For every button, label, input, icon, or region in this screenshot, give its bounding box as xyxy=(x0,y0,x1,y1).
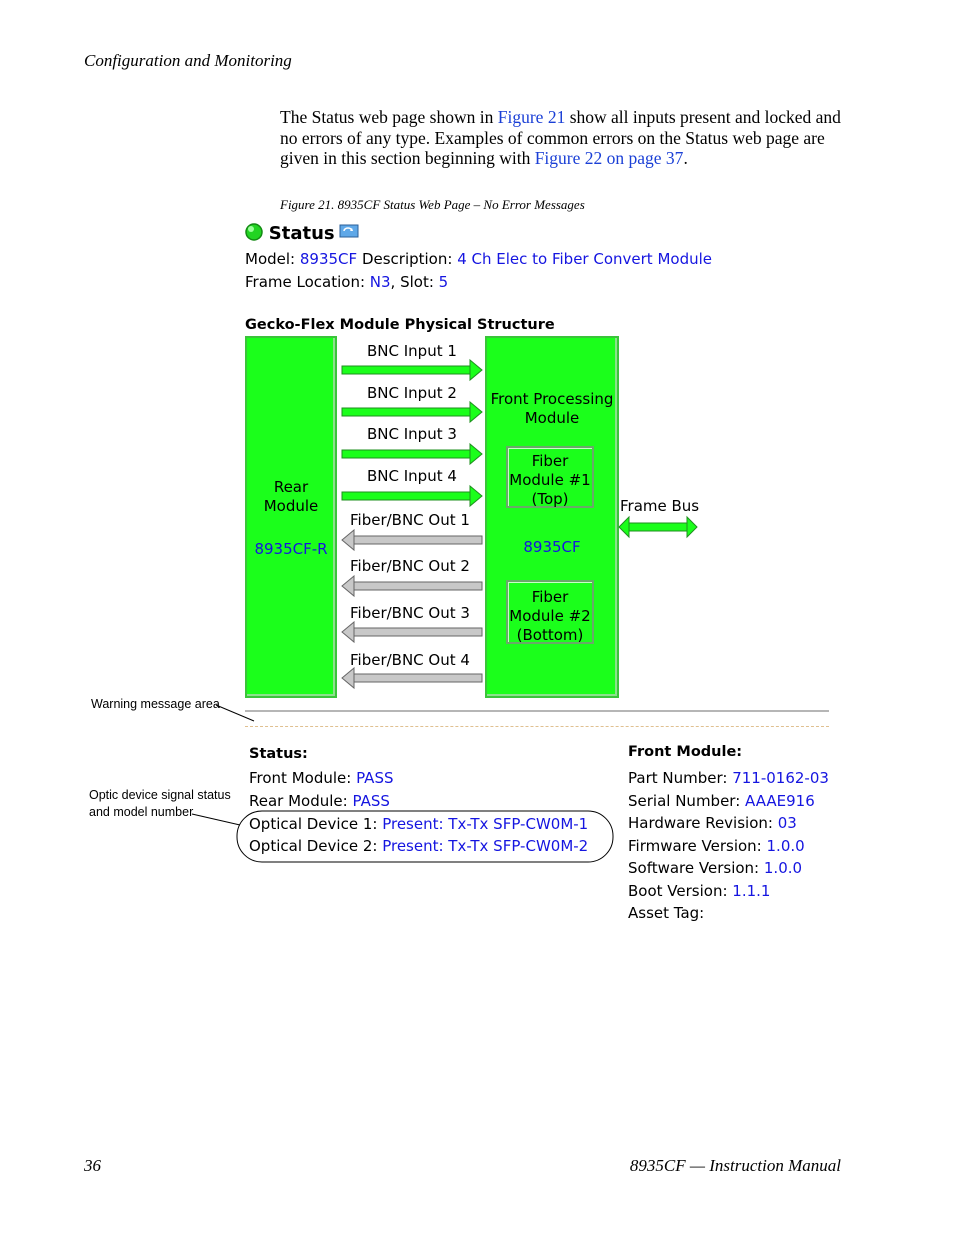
fiber-module-2-box[interactable]: Fiber Module #2 (Bottom) xyxy=(506,580,594,644)
rear-module-model: 8935CF-R xyxy=(254,540,328,558)
frame-bus-arrow xyxy=(618,514,698,540)
optical-device-1-value: Present: Tx-Tx SFP-CW0M-1 xyxy=(382,815,589,833)
rear-module-box[interactable] xyxy=(245,336,337,698)
input-label-1: BNC Input 1 xyxy=(367,342,457,360)
front-module-status-row xyxy=(249,769,393,787)
intro-paragraph xyxy=(280,107,850,169)
optic-annotation-line1: Optic device signal status xyxy=(89,788,231,802)
part-number-label: Part Number: xyxy=(628,769,728,787)
input-arrow-3 xyxy=(342,444,482,464)
figure-caption: Figure 21. 8935CF Status Web Page – No Error Messages xyxy=(280,197,585,212)
model-value: 8935CF xyxy=(299,250,358,268)
running-header: Configuration and Monitoring xyxy=(84,51,292,70)
output-arrow-3 xyxy=(342,622,482,642)
status-title: Status xyxy=(268,223,335,244)
asset-tag-label: Asset Tag: xyxy=(628,904,705,922)
front-module-status-label: Front Module: xyxy=(249,769,352,787)
part-number-value: 711-0162-03 xyxy=(732,769,829,787)
warning-annotation: Warning message area xyxy=(91,697,220,711)
frame-bus-label: Frame Bus xyxy=(620,497,700,515)
optic-callout-ellipse xyxy=(234,808,618,866)
output-label-3: Fiber/BNC Out 3 xyxy=(350,604,470,622)
input-label-2: BNC Input 2 xyxy=(367,384,457,402)
warning-divider-bottom xyxy=(245,726,829,727)
boot-version-value: 1.1.1 xyxy=(732,881,771,900)
serial-number-row xyxy=(628,790,829,813)
optical-device-1-label: Optical Device 1: xyxy=(249,815,378,833)
front-module-status-value: PASS xyxy=(356,769,394,787)
front-module-label: Front Processing Module xyxy=(490,390,614,427)
slot-value[interactable]: 5 xyxy=(438,273,449,291)
input-label-4: BNC Input 4 xyxy=(367,467,457,485)
output-label-2: Fiber/BNC Out 2 xyxy=(350,557,470,575)
input-arrow-2 xyxy=(342,402,482,422)
warning-leader-line xyxy=(214,702,259,724)
serial-number-label: Serial Number: xyxy=(628,791,741,810)
optical-device-2-label: Optical Device 2: xyxy=(249,837,378,855)
hardware-revision-value: 03 xyxy=(777,814,797,832)
description-value: 4 Ch Elec to Fiber Convert Module xyxy=(457,250,712,268)
firmware-version-row xyxy=(628,835,829,858)
page-number: 36 xyxy=(84,1156,101,1175)
front-module-box[interactable] xyxy=(485,336,619,698)
front-module-info-list xyxy=(628,767,829,925)
manual-title: 8935CF — Instruction Manual xyxy=(629,1156,841,1175)
front-module-model: 8935CF xyxy=(523,538,581,556)
rear-module-status-label: Rear Module: xyxy=(249,792,348,810)
refresh-icon[interactable] xyxy=(339,224,359,238)
status-light-icon xyxy=(244,222,264,242)
asset-tag-row xyxy=(628,902,829,925)
output-arrow-1 xyxy=(342,530,482,550)
frame-location-value[interactable]: N3 xyxy=(369,273,391,291)
figure-21-link[interactable]: Figure 21 xyxy=(497,107,566,127)
status-title-row xyxy=(244,222,359,244)
software-version-label: Software Version: xyxy=(628,859,760,877)
firmware-version-label: Firmware Version: xyxy=(628,836,762,855)
intro-text-1: The Status web page shown in xyxy=(280,107,498,127)
intro-text-3: . xyxy=(683,148,688,168)
intro-text-2: show all inputs present and locked and no errors of any type. Examples of common errors on the Status web page are given in this section beginning with xyxy=(280,107,841,168)
hardware-revision-row xyxy=(628,812,829,835)
structure-heading: Gecko-Flex Module Physical Structure xyxy=(245,317,555,333)
input-arrow-4 xyxy=(342,486,482,506)
part-number-row xyxy=(628,767,829,790)
input-arrow-1 xyxy=(342,360,482,380)
serial-number-value: AAAE916 xyxy=(745,791,815,810)
firmware-version-value: 1.0.0 xyxy=(766,836,805,855)
software-version-row xyxy=(628,857,829,880)
description-label: Description: xyxy=(361,250,453,268)
boot-version-label: Boot Version: xyxy=(628,881,728,900)
boot-version-row xyxy=(628,880,829,903)
frame-location-label: Frame Location: xyxy=(245,273,365,291)
output-arrow-4 xyxy=(342,668,482,688)
slot-label: , Slot: xyxy=(390,273,434,291)
fiber-module-1-box[interactable]: Fiber Module #1 (Top) xyxy=(506,446,594,508)
output-arrow-2 xyxy=(342,576,482,596)
optic-annotation-line2: and model number xyxy=(89,805,194,819)
model-label: Model: xyxy=(245,250,296,268)
status-heading: Status: xyxy=(249,746,308,762)
rear-module-status-value: PASS xyxy=(352,792,390,810)
rear-module-label: Rear Module xyxy=(263,478,319,515)
frame-location-row xyxy=(245,273,448,291)
input-label-3: BNC Input 3 xyxy=(367,425,457,443)
output-label-1: Fiber/BNC Out 1 xyxy=(350,511,470,529)
front-module-info-heading: Front Module: xyxy=(628,744,743,760)
model-row xyxy=(245,250,712,268)
output-label-4: Fiber/BNC Out 4 xyxy=(350,651,470,669)
hardware-revision-label: Hardware Revision: xyxy=(628,814,773,832)
warning-divider-top xyxy=(245,710,829,712)
optic-leader-line xyxy=(190,810,245,830)
figure-22-link[interactable]: Figure 22 on page 37 xyxy=(534,148,684,168)
optical-device-2-value: Present: Tx-Tx SFP-CW0M-2 xyxy=(382,837,589,855)
software-version-value: 1.0.0 xyxy=(763,859,803,877)
